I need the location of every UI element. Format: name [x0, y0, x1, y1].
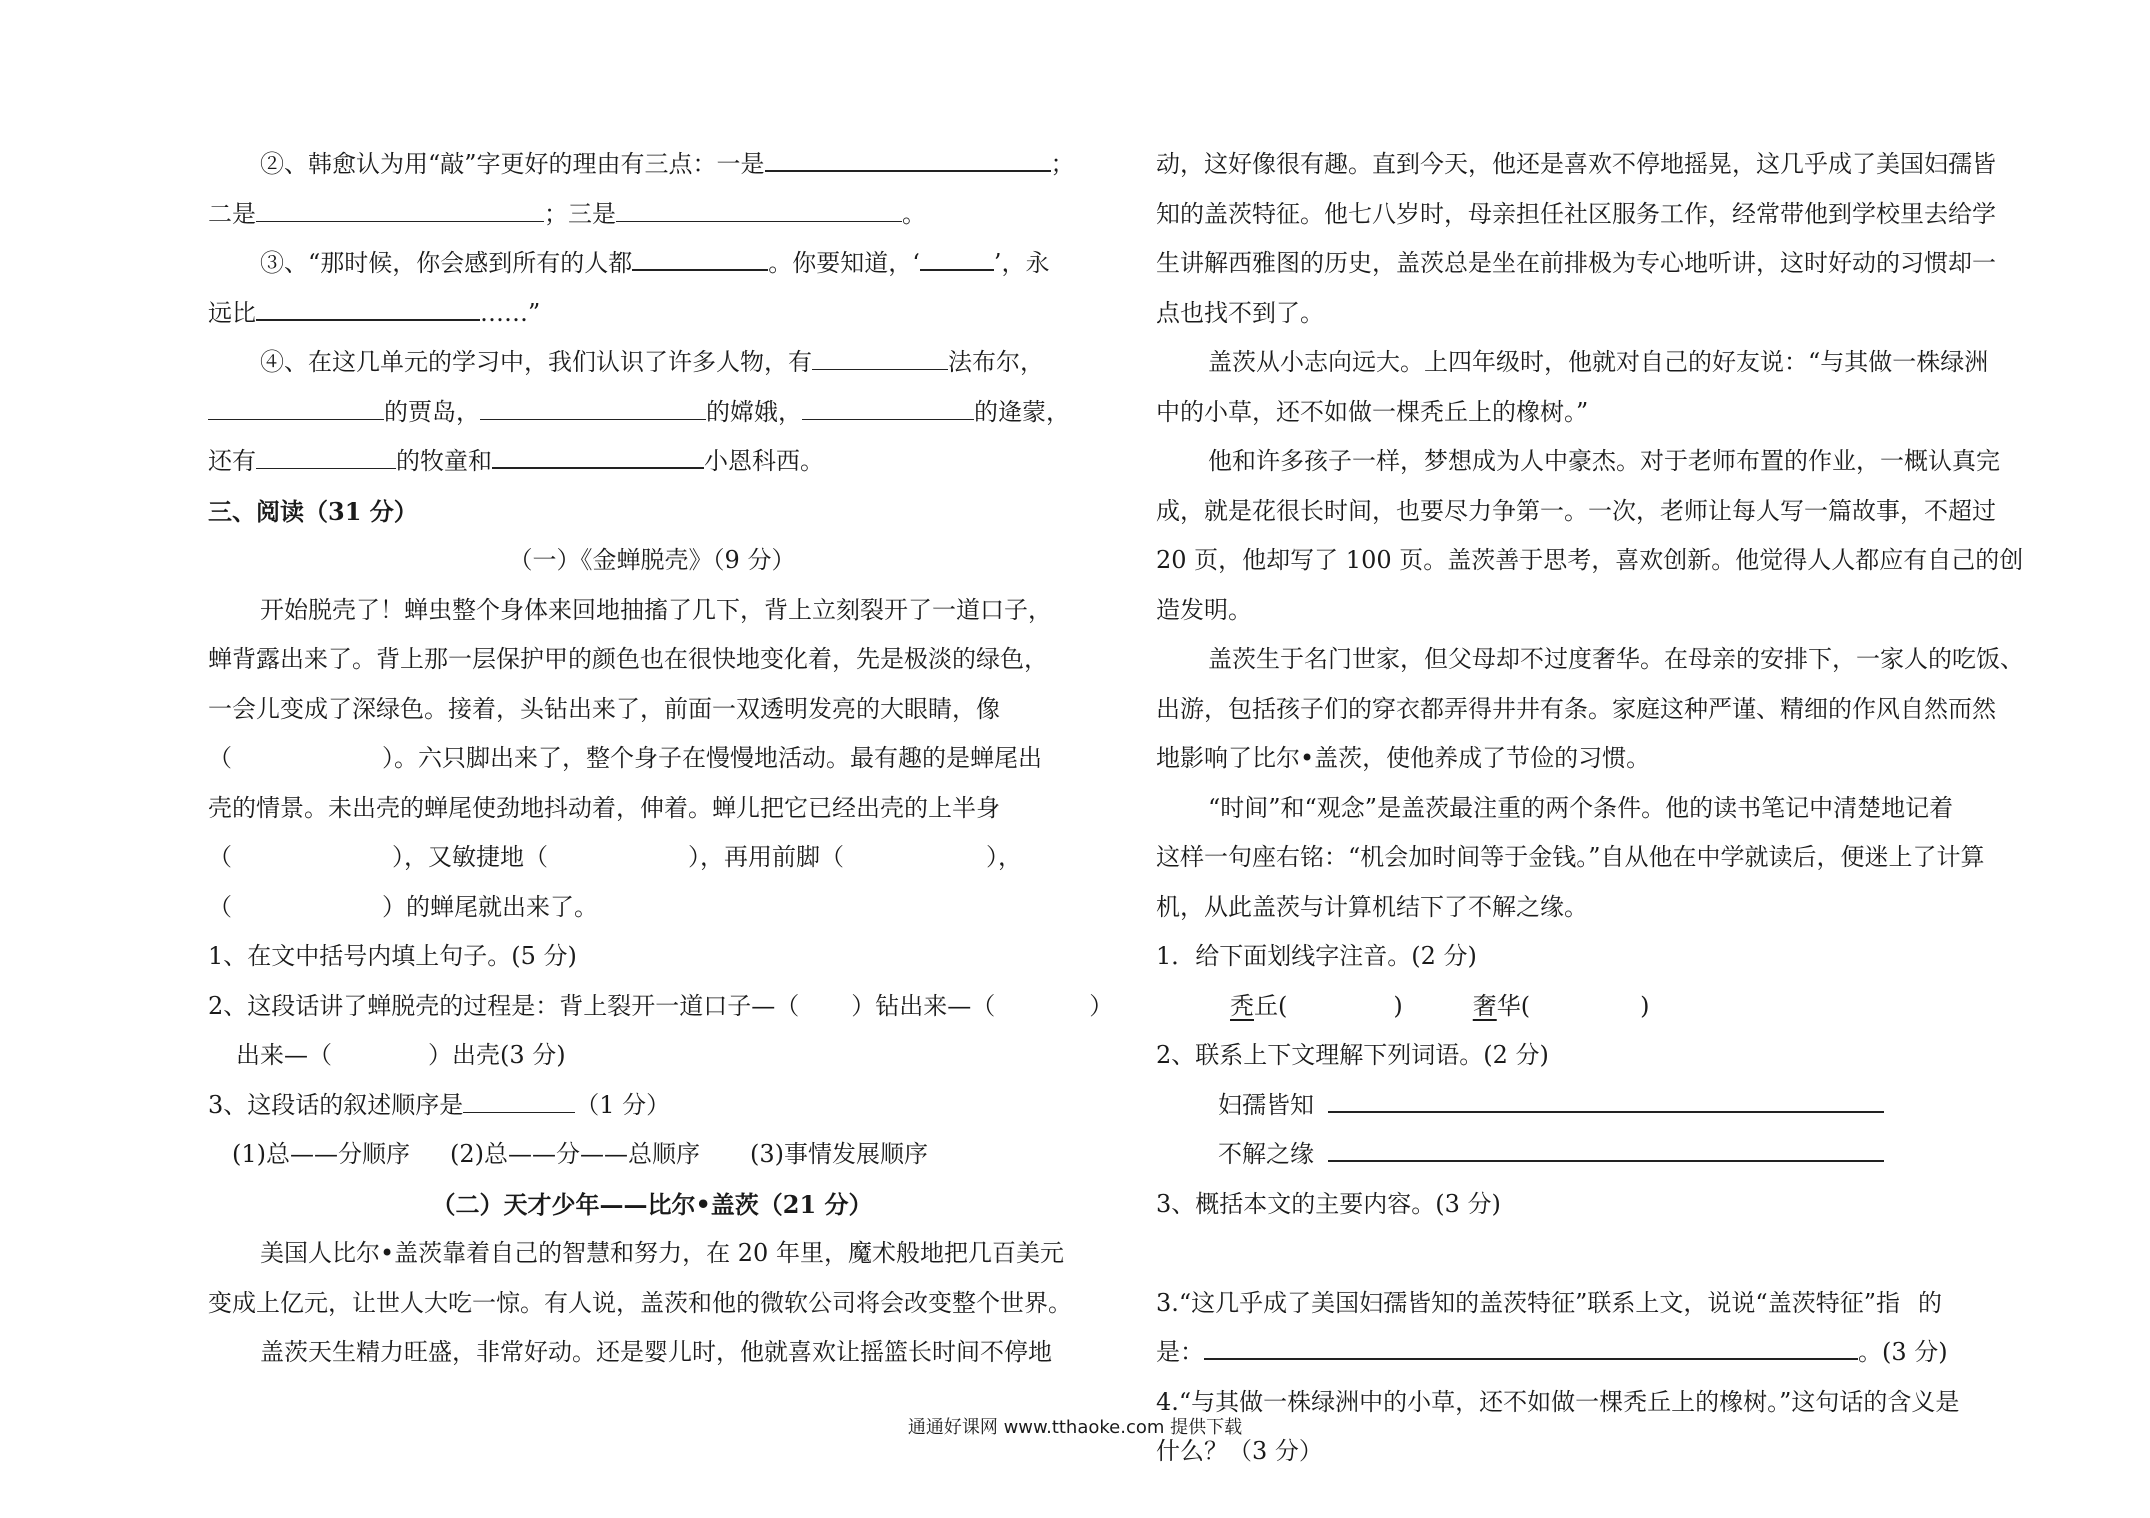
passage-2-line: 美国人比尔•盖茨靠着自己的智慧和努力，在 20 年里，魔术般地把几百美元 — [260, 1239, 1064, 1267]
answer-line[interactable] — [1204, 1330, 1858, 1360]
answer-blank[interactable] — [920, 241, 994, 271]
passage-1-line: 开始脱壳了！蝉虫整个身体来回地抽搐了几下，背上立刻裂开了一道口子， — [260, 595, 1052, 624]
passage-2-line: 变成上亿元，让世人大吃一惊。有人说，盖茨和他的微软公司将会改变整个世界。 — [208, 1288, 1072, 1317]
answer-blank[interactable] — [256, 440, 396, 469]
answer-blank[interactable] — [256, 193, 544, 222]
q3-line-2: 远比 ……” — [208, 289, 1096, 339]
answer-blank[interactable] — [632, 241, 768, 271]
question-2-term-1: 妇孺皆知 — [1156, 1081, 2044, 1131]
answer-blank[interactable] — [765, 142, 1051, 172]
question-4-cont: 什么？（3 分） — [1156, 1437, 1323, 1465]
passage-2-line: 盖茨从小志向远大。上四年级时，他就对自己的好友说：“与其做一株绿洲 — [1208, 348, 1989, 376]
passage-1-line: 壳的情景。未出壳的蝉尾使劲地抖动着，伸着。蝉儿把它已经出壳的上半身 — [208, 793, 1000, 822]
question-1: 1．给下面划线字注音。(2 分) — [1156, 942, 1477, 970]
passage-1-line: 蝉背露出来了。背上那一层保护甲的颜色也在很快地变化着，先是极淡的绿色， — [208, 645, 1048, 673]
q4-line-1: ④、在这几单元的学习中，我们认识了许多人物，有 法布尔， — [208, 338, 1096, 388]
option-2[interactable]: (2)总——分——总顺序 — [450, 1140, 700, 1168]
passage-2-line: 点也找不到了。 — [1156, 298, 1324, 327]
option-3[interactable]: (3)事情发展顺序 — [750, 1140, 928, 1168]
answer-line[interactable] — [1328, 1132, 1884, 1162]
answer-blank[interactable] — [802, 391, 974, 420]
question-3b-cont: 是： 。(3 分) — [1156, 1328, 2044, 1378]
section-heading: 三、阅读（31 分） — [208, 496, 418, 526]
passage-2-line: 机，从此盖茨与计算机结下了不解之缘。 — [1156, 892, 1588, 921]
passage-2-line: 知的盖茨特征。他七八岁时，母亲担任社区服务工作，经常带他到学校里去给学 — [1156, 199, 1996, 228]
q4-line-2: 的贾岛， 的嫦娥， 的逄蒙， — [208, 388, 1096, 438]
passage-1-line: （ ），又敏捷地（ ），再用前脚（ ）， — [208, 843, 1022, 871]
question-2-term-2: 不解之缘 — [1156, 1130, 2044, 1180]
passage-1-question-1: 1、在文中括号内填上句子。(5 分) — [208, 942, 577, 970]
passage-1-question-3: 3、这段话的叙述顺序是 （1 分） — [208, 1081, 1096, 1131]
answer-space[interactable] — [1156, 1229, 2044, 1279]
passage-2-line: 动，这好像很有趣。直到今天，他还是喜欢不停地摇晃，这几乎成了美国妇孺皆 — [1156, 150, 1996, 178]
answer-line[interactable] — [1328, 1083, 1884, 1113]
option-1[interactable]: (1)总——分顺序 — [232, 1140, 410, 1168]
passage-1-line: （ ）的蝉尾就出来了。 — [208, 892, 598, 921]
q4-line-3: 还有 的牧童和 小恩科西。 — [208, 437, 1096, 487]
answer-blank[interactable] — [256, 291, 480, 321]
passage-1-question-2: 2、这段话讲了蝉脱壳的过程是：背上裂开一道口子—（ ）钻出来—（ ） — [208, 991, 1114, 1020]
answer-blank[interactable] — [616, 193, 902, 222]
passage-2-line: 成，就是花很长时间，也要尽力争第一。一次，老师让每人写一篇故事，不超过 — [1156, 496, 1996, 525]
answer-blank[interactable] — [208, 391, 384, 420]
passage-2-line: 生讲解西雅图的历史，盖茨总是坐在前排极为专心地听讲，这时好动的习惯却一 — [1156, 249, 1996, 277]
passage-2-line: 20 页，他却写了 100 页。盖茨善于思考，喜欢创新。他觉得人人都应有自己的创 — [1156, 546, 2024, 574]
passage-1-line: 一会儿变成了深绿色。接着，头钻出来了，前面一双透明发亮的大眼睛，像 — [208, 694, 1000, 723]
passage-2-line: 盖茨生于名门世家，但父母却不过度奢华。在母亲的安排下，一家人的吃饭、 — [1208, 645, 2024, 673]
q2-line-1: ②、韩愈认为用“敲”字更好的理由有三点：一是 ； — [208, 140, 1096, 190]
answer-blank[interactable] — [463, 1084, 575, 1113]
passage-2-line: 盖茨天生精力旺盛，非常好动。还是婴儿时，他就喜欢让摇篮长时间不停地 — [260, 1338, 1052, 1366]
passage-1-title: （一）《金蝉脱壳》（9 分） — [508, 546, 796, 574]
passage-2-title: （二）天才少年——比尔•盖茨（21 分） — [431, 1189, 873, 1219]
answer-blank[interactable] — [812, 341, 948, 370]
q3-line-1: ③、“那时候，你会感到所有的人都 。你要知道，‘ ’，永 — [208, 239, 1096, 289]
passage-2-line: 地影响了比尔•盖茨，使他养成了节俭的习惯。 — [1156, 744, 1651, 772]
passage-2-line: “时间”和“观念”是盖茨最注重的两个条件。他的读书笔记中清楚地记着 — [1208, 793, 1954, 822]
q2-line-2: 二是 ；三是 。 — [208, 190, 1096, 240]
passage-2-line: 这样一句座右铭：“机会加时间等于金钱。”自从他在中学就读后，便迷上了计算 — [1156, 843, 1985, 871]
left-column — [208, 140, 1114, 1378]
answer-blank[interactable] — [480, 391, 706, 420]
question-1-words: 秃丘( ) 奢华( ) — [1230, 991, 1650, 1020]
footer-credit: 通通好课网 www.tthaoke.com 提供下载 — [907, 1417, 1243, 1438]
question-4: 4.“与其做一株绿洲中的小草，还不如做一棵秃丘上的橡树。”这句话的含义是 — [1156, 1387, 1960, 1416]
passage-2-line: 出游，包括孩子们的穿衣都弄得井井有条。家庭这种严谨、精细的作风自然而然 — [1156, 694, 1996, 723]
right-column — [1156, 140, 2044, 1477]
passage-2-line: 造发明。 — [1156, 595, 1252, 624]
question-2: 2、联系上下文理解下列词语。(2 分) — [1156, 1041, 1549, 1069]
passage-1-options — [208, 1130, 1096, 1180]
question-3: 3、概括本文的主要内容。(3 分) — [1156, 1189, 1501, 1218]
passage-2-line: 他和许多孩子一样，梦想成为人中豪杰。对于老师布置的作业，一概认真完 — [1208, 447, 2000, 475]
answer-blank[interactable] — [492, 439, 704, 469]
passage-1-question-2-cont: 出来—（ ）出壳(3 分) — [236, 1041, 566, 1069]
question-3b: 3.“这几乎成了美国妇孺皆知的盖茨特征”联系上文，说说“盖茨特征”指 的 — [1156, 1288, 1942, 1317]
passage-1-line: （ ）。六只脚出来了，整个身子在慢慢地活动。最有趣的是蝉尾出 — [208, 744, 1042, 772]
passage-2-line: 中的小草，还不如做一棵秃丘上的橡树。” — [1156, 397, 1589, 426]
